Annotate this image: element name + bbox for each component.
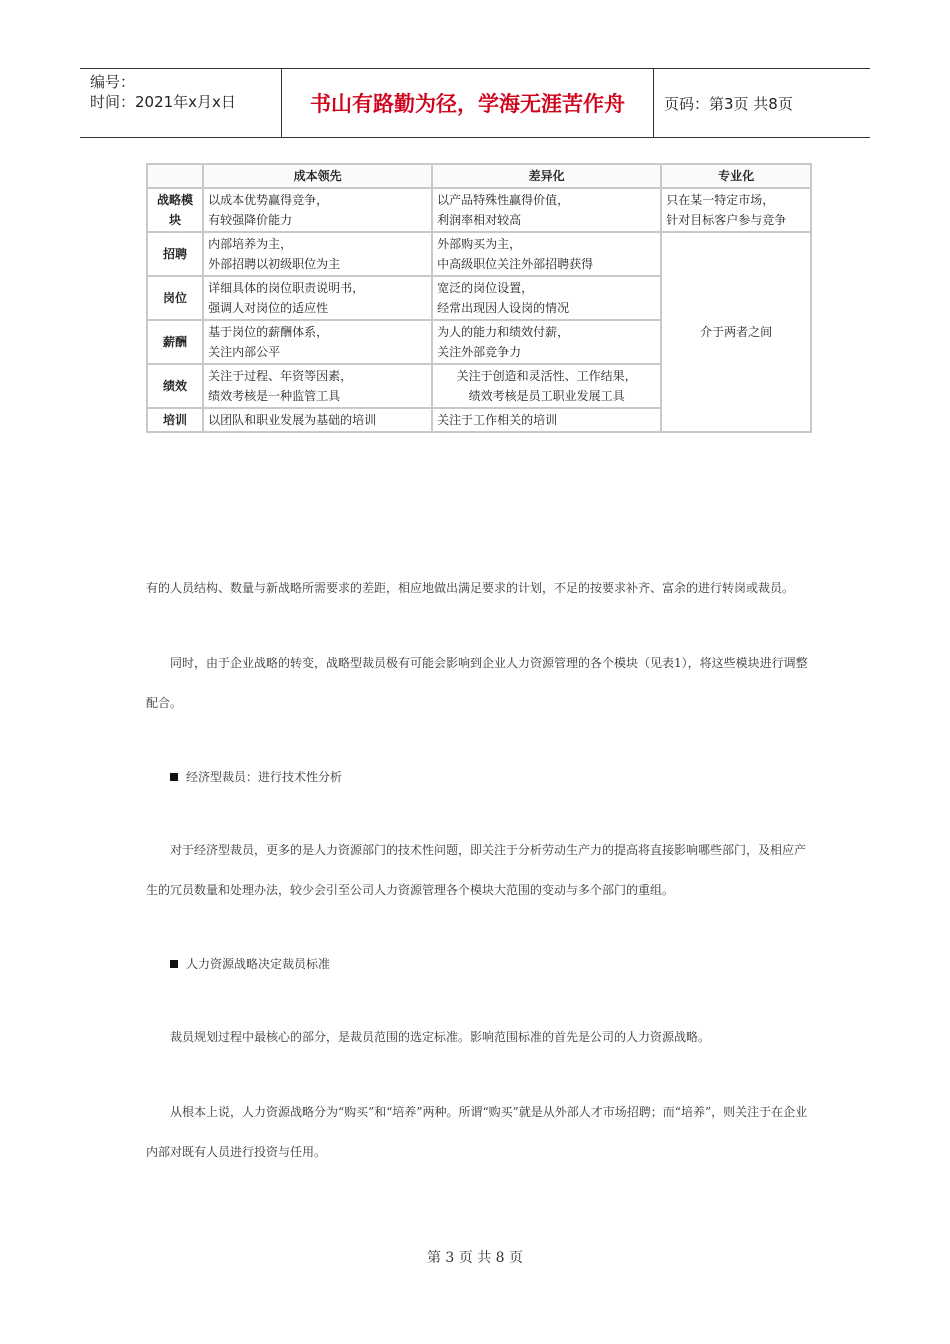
- page-header: [80, 68, 870, 138]
- cell-line: 详细具体的岗位职责说明书，: [208, 281, 365, 295]
- cell-line: 有较强降价能力: [208, 213, 293, 227]
- paragraph: 有的人员结构、数量与新战略所需要求的差距，相应地做出满足要求的计划，不足的按要求补齐、富余的进行转岗或裁员。: [146, 581, 795, 595]
- table-cell: [432, 320, 661, 364]
- strategy-table: [146, 163, 812, 433]
- bullet-heading: [170, 955, 330, 972]
- cell-line: 经常出现因人设岗的情况: [437, 301, 570, 315]
- cell-line: 外部购买为主，: [437, 237, 522, 251]
- cell-line: 外部招聘以初级职位为主: [208, 257, 341, 271]
- merged-cell: 介于两者之间: [661, 232, 811, 432]
- table-cell: [661, 188, 811, 232]
- column-header: 差异化: [432, 164, 661, 188]
- row-header: 战略模块: [147, 188, 203, 232]
- cell-line: 关注于创造和灵活性、工作结果，: [456, 369, 637, 383]
- table-cell: [432, 364, 661, 408]
- table-cell: [203, 276, 432, 320]
- bullet-text: 人力资源战略决定裁员标准: [186, 957, 331, 971]
- cell-line: 以产品特殊性赢得价值，: [437, 193, 570, 207]
- paragraph: 从根本上说，人力资源战略分为“购买”和“培养”两种。所谓“购买”就是从外部人才市场招聘；而“培养”，则关注于在企业内部对既有人员进行投资与任用。: [146, 1105, 808, 1159]
- bullet-text: 经济型裁员：进行技术性分析: [186, 770, 343, 784]
- cell-line: 只在某一特定市场，: [666, 193, 775, 207]
- cell-line: 绩效考核是员工职业发展工具: [468, 389, 625, 403]
- time-label: 时间：2021年x月x日: [90, 93, 236, 111]
- cell-line: 绩效考核是一种监管工具: [208, 389, 341, 403]
- table-cell: [203, 320, 432, 364]
- cell-line: 基于岗位的薪酬体系，: [208, 325, 329, 339]
- cell-line: 宽泛的岗位设置，: [437, 281, 534, 295]
- square-bullet-icon: [170, 960, 178, 968]
- table-header-row: [147, 164, 811, 188]
- cell-line: 针对目标客户参与竞争: [666, 213, 787, 227]
- table-cell: [432, 276, 661, 320]
- header-page-info: 页码：第3页 共8页: [664, 94, 793, 113]
- table-cell: 以团队和职业发展为基础的培训: [203, 408, 432, 432]
- cell-line: 关注外部竞争力: [437, 345, 522, 359]
- cell-line: 利润率相对较高: [437, 213, 522, 227]
- table-row: [147, 232, 811, 276]
- paragraph: 同时，由于企业战略的转变，战略型裁员极有可能会影响到企业人力资源管理的各个模块（见表1），将这些模块进行调整配合。: [146, 656, 808, 710]
- cell-line: 关注于过程、年资等因素，: [208, 369, 353, 383]
- table-cell: [203, 188, 432, 232]
- table-cell: [203, 364, 432, 408]
- table-cell: [432, 232, 661, 276]
- column-header: 专业化: [661, 164, 811, 188]
- row-header: 薪酬: [147, 320, 203, 364]
- column-header: 成本领先: [203, 164, 432, 188]
- cell-line: 强调人对岗位的适应性: [208, 301, 329, 315]
- bullet-heading: [170, 768, 342, 785]
- cell-line: 关注内部公平: [208, 345, 281, 359]
- table-cell: [203, 232, 432, 276]
- header-motto: 书山有路勤为径，学海无涯苦作舟: [282, 69, 654, 137]
- table-cell: 关注于工作相关的培训: [432, 408, 661, 432]
- paragraph: 对于经济型裁员，更多的是人力资源部门的技术性问题，即关注于分析劳动生产力的提高将直接影响哪些部门，及相应产生的冗员数量和处理办法，较少会引至公司人力资源管理各个模块大范围的变动与多个部门的重组。: [146, 843, 807, 897]
- number-label: 编号：: [90, 73, 136, 91]
- table-row: [147, 188, 811, 232]
- cell-line: 以成本优势赢得竞争，: [208, 193, 329, 207]
- square-bullet-icon: [170, 773, 178, 781]
- page-footer: 第 3 页 共 8 页: [426, 1250, 524, 1266]
- cell-line: 中高级职位关注外部招聘获得: [437, 257, 594, 271]
- table-corner: [147, 164, 203, 188]
- row-header: 培训: [147, 408, 203, 432]
- cell-line: 内部培养为主，: [208, 237, 293, 251]
- header-meta: [80, 69, 282, 137]
- paragraph: 裁员规划过程中最核心的部分，是裁员范围的选定标准。影响范围标准的首先是公司的人力资源战略。: [170, 1030, 711, 1044]
- table-cell: [432, 188, 661, 232]
- row-header: 绩效: [147, 364, 203, 408]
- row-header: 招聘: [147, 232, 203, 276]
- row-header: 岗位: [147, 276, 203, 320]
- cell-line: 为人的能力和绩效付薪，: [437, 325, 570, 339]
